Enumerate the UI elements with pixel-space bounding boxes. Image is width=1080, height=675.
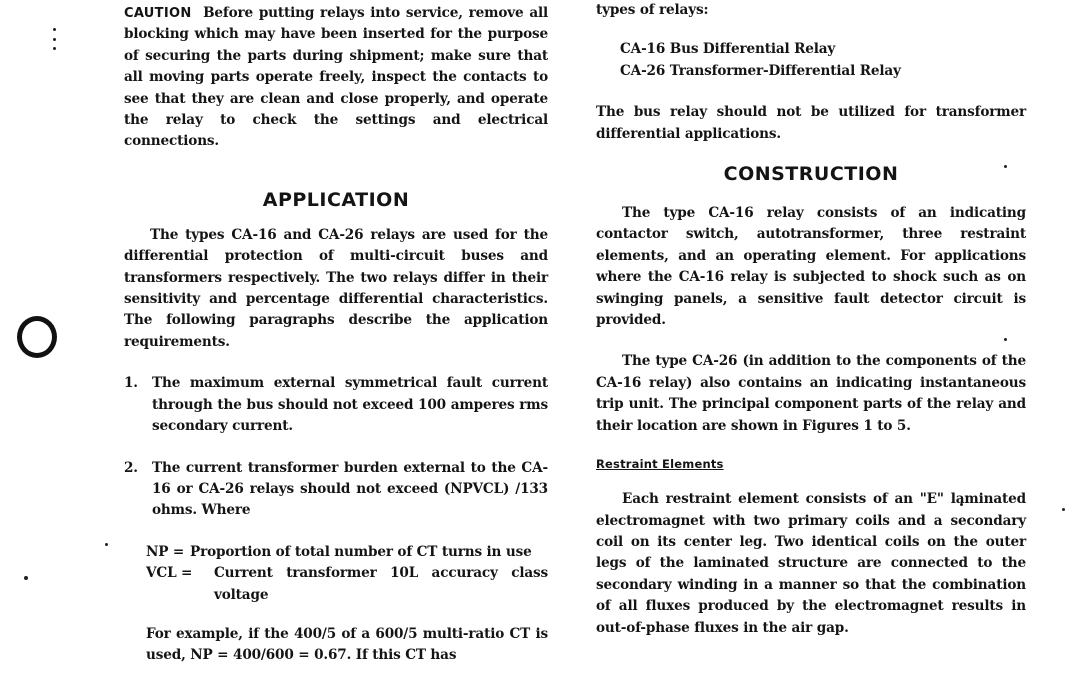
requirement-item-2 — [124, 458, 548, 522]
definition-symbol: VCL = — [146, 565, 193, 582]
scan-speck — [53, 28, 56, 31]
scan-speck — [53, 47, 56, 50]
definition-symbol: NP = — [146, 543, 185, 560]
requirement-item-1 — [124, 373, 548, 437]
requirement-number: 2. — [124, 459, 138, 476]
definition-text: Proportion of total number of CT turns in use — [190, 543, 532, 560]
construction-paragraph-2: The type CA-26 (in addition to the components of the CA-16 relay) also contains an indicating instantaneous trip unit. The principal component parts of the relay and their location are shown in Figures 1 to 5. — [596, 353, 1026, 434]
definition-np — [146, 542, 548, 563]
construction-heading: CONSTRUCTION — [723, 163, 899, 186]
application-paragraph: The types CA-16 and CA-26 relays are used for the differential protection of multi-circuit buses and transformers respectively. The two relays differ in their sensitivity and percentage differential characteristics. The following paragraphs describe the application requirements. — [124, 226, 548, 350]
requirement-text: The maximum external symmetrical fault current through the bus should not exceed 100 amperes rms secondary current. — [152, 375, 548, 435]
relay-types-list — [596, 39, 1026, 82]
binder-hole — [17, 316, 57, 358]
caution-text: Before putting relays into service, remove all blocking which may have been inserted for the purpose of securing the parts during shipment; make sure that all moving parts operate freely, inspect the contacts to see that they are clean and close properly, and operate the relay to check the settings and electrical connections. — [124, 5, 549, 150]
requirement-text: The current transformer burden external to the CA-16 or CA-26 relays should not exceed (NPVCL) /133 ohms. Where — [152, 459, 548, 519]
requirement-number: 1. — [124, 375, 138, 392]
example-paragraph: For example, if the 400/5 of a 600/5 multi-ratio CT is used, NP = 400/600 = 0.67. If this CT has — [146, 625, 548, 664]
application-heading: APPLICATION — [262, 188, 410, 211]
relay-type-item: CA-16 Bus Differential Relay — [620, 41, 836, 58]
caution-paragraph — [124, 3, 548, 153]
bus-relay-note: The bus relay should not be utilized for transformer differential applications. — [596, 104, 1026, 142]
restraint-elements-subheading: Restraint Elements — [596, 457, 724, 472]
left-column — [124, 0, 548, 667]
intro-line: types of relays: — [596, 2, 709, 18]
definition-text: Current transformer 10L accuracy class voltage — [214, 565, 548, 603]
scan-speck — [24, 576, 28, 580]
scan-speck — [1062, 508, 1065, 511]
restraint-paragraph: Each restraint element consists of an "E" laminated electromagnet with two primary coils and a secondary coil on its center leg. Two identical coils on the outer legs of the laminated structure are connected to the secondary winding in a manner so that the combination of all fluxes produced by the electromagnet results in out-of-phase fluxes in the air gap. — [596, 491, 1026, 636]
definition-vcl — [146, 563, 548, 606]
right-column — [596, 0, 1026, 639]
relay-type-item: CA-26 Transformer-Differential Relay — [620, 62, 901, 79]
construction-paragraph-1: The type CA-16 relay consists of an indicating contactor switch, autotransformer, three restraint elements, and an operating element. For applications where the CA-16 relay is subjected to shock such as on swinging panels, a sensitive fault detector circuit is provided. — [596, 205, 1026, 329]
scan-speck — [105, 543, 108, 546]
scan-speck — [53, 38, 56, 41]
caution-label: CAUTION — [124, 6, 192, 21]
